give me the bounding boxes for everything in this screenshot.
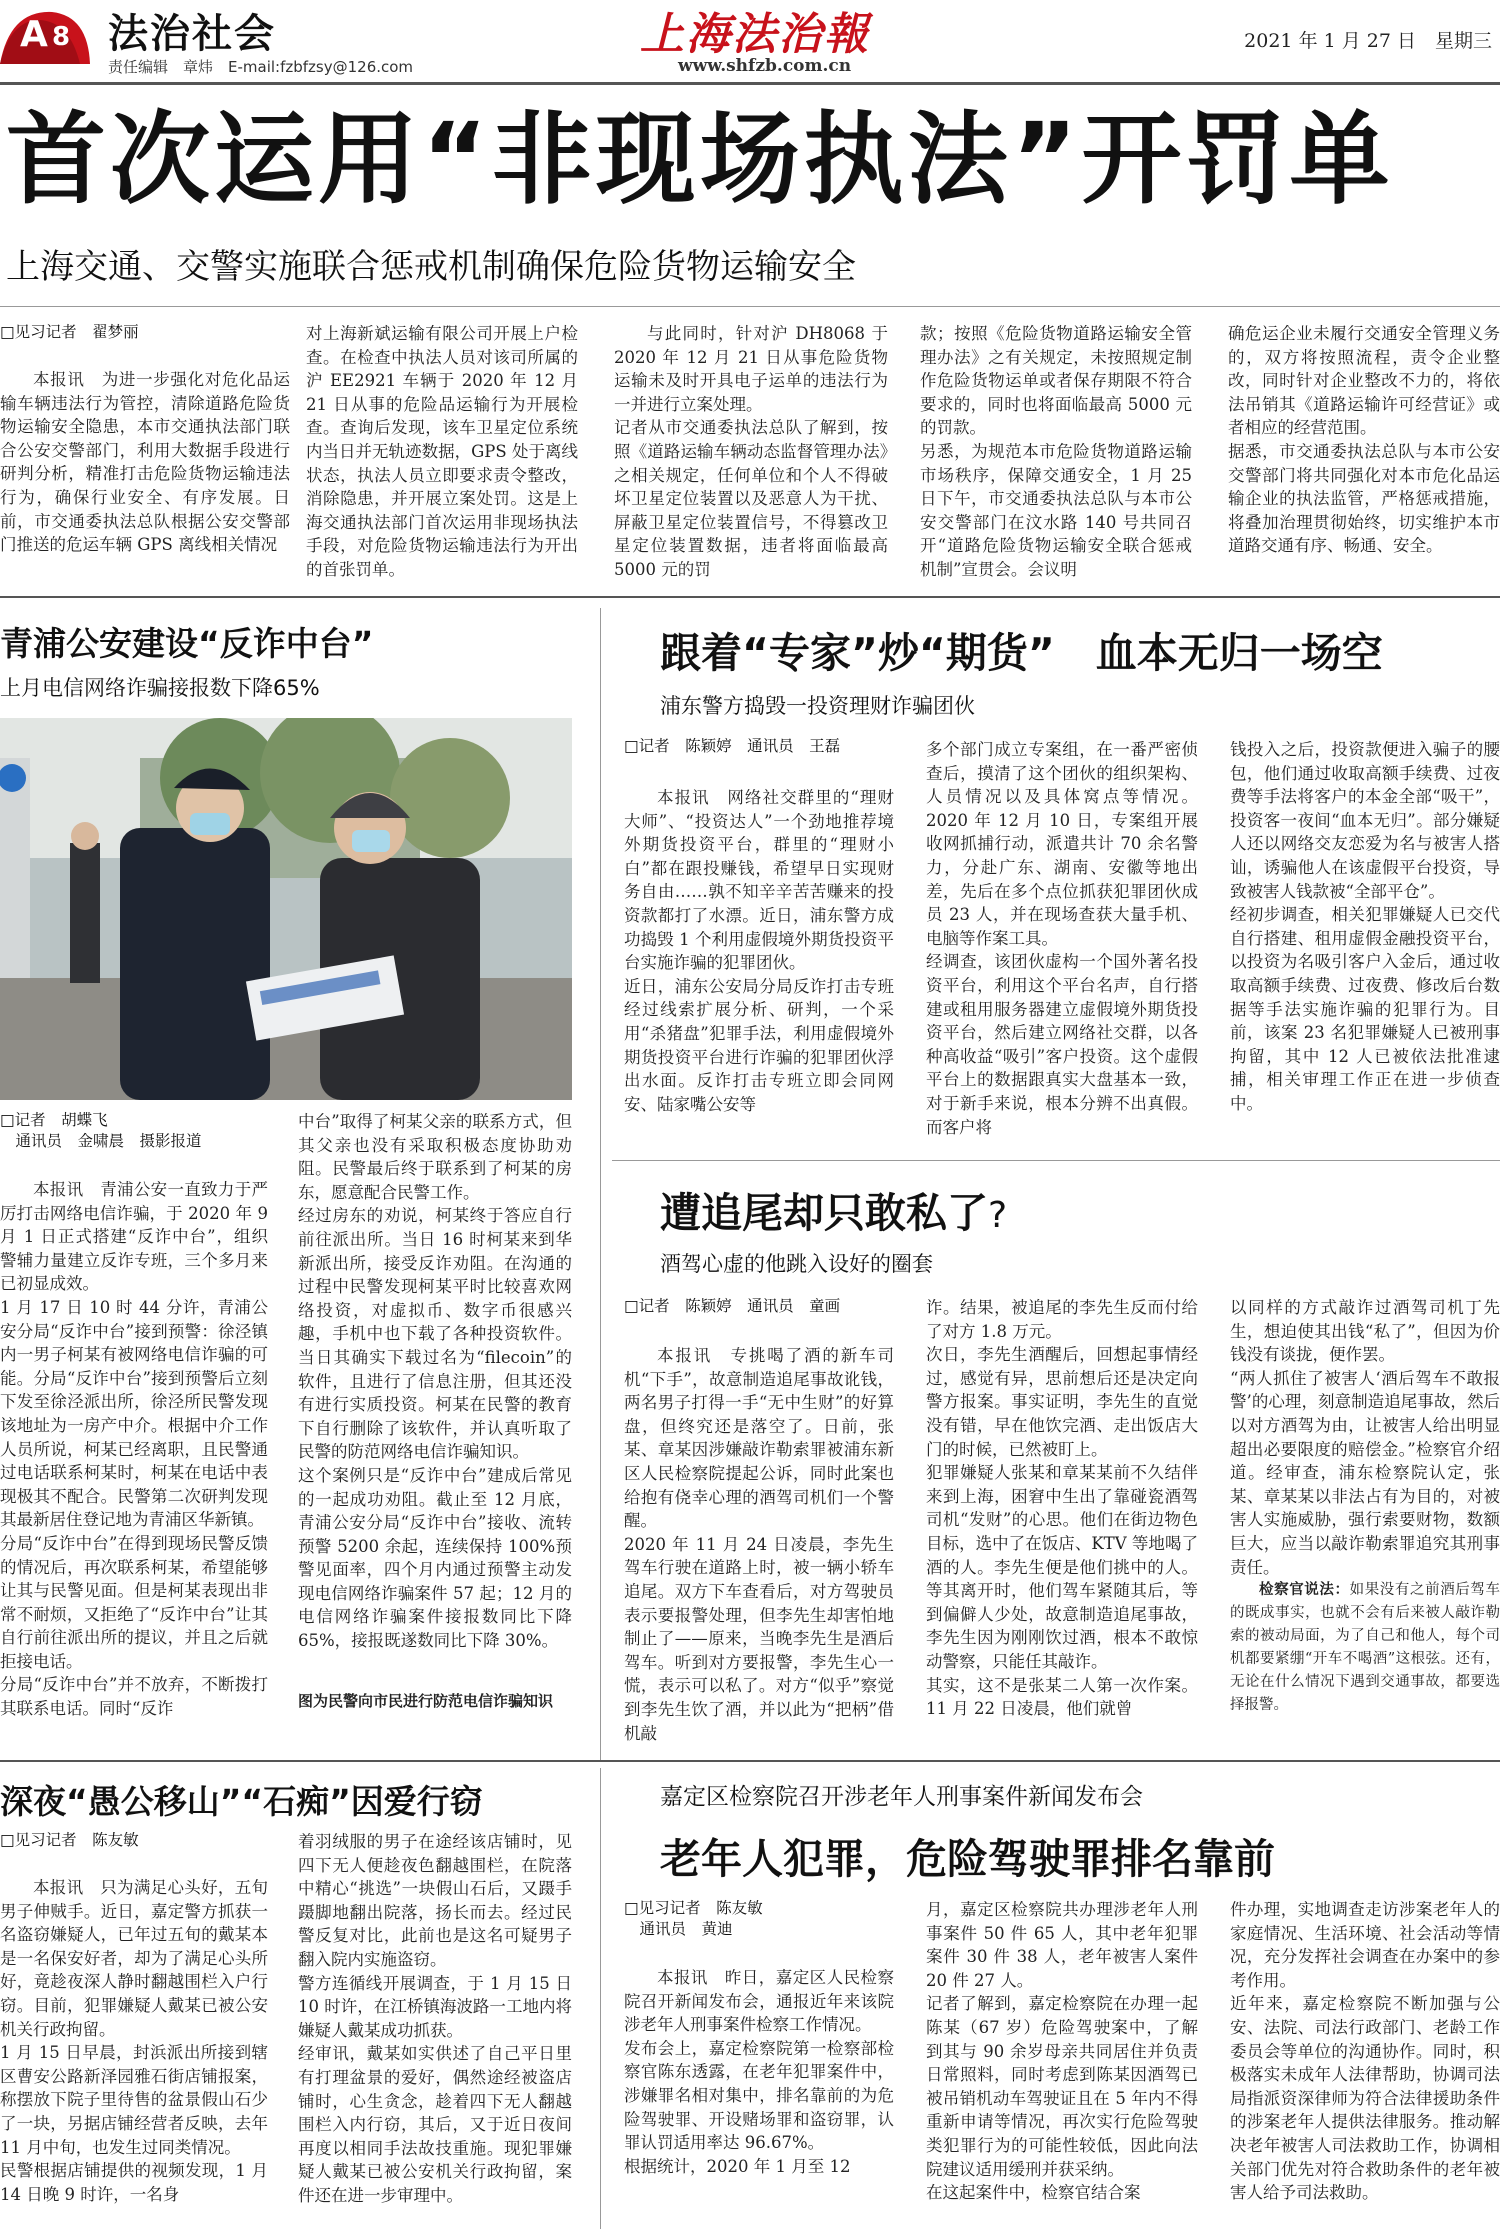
elderly-kicker: 嘉定区检察院召开涉老年人刑事案件新闻发布会 — [660, 1784, 1143, 1810]
vertical-divider-lower — [600, 1768, 601, 2229]
lead-divider — [0, 306, 1500, 307]
issue-date: 2021 年 1 月 27 日 星期三 — [1244, 30, 1492, 52]
lead-headline: 首次运用“非现场执法”开罚单 — [6, 101, 1394, 218]
rearend-headline — [660, 1180, 1007, 1239]
elderly-byline: □见习记者 陈友敏 通讯员 黄迪 — [624, 1899, 763, 1938]
qingpu-col-1: 本报讯 青浦公安一直致力于严厉打击网络电信诈骗，于 2020 年 9 月 1 日正式搭建“反诈中台”，组织警辅力量建立反诈专班，三个多月来已初显成效。 1 月 17 日 10 时 44 分许，青浦公安分局“反诈中台”接到预警：徐泾镇内一男子柯某有被网络电信诈骗的可能。分局“反诈中台”接到预警后立刻下发至徐泾派出所，徐泾所民警发现该地址为一房产中介。根据中介工作人员所说，柯某已经离职，且民警通过电话联系柯某时，柯某在电话中表现极其不配合。民警第二次研判发现其最新居住登记地为青浦区华新镇。 分局“反诈中台”在得到现场民警反馈的情况后，再次联系柯某，希望能够让其与民警见面。但是柯某表现出非常不耐烦，又拒绝了“反诈中台”让其自行前往派出所的提议，并且之后就拒接电话。 分局“反诈中台”并不放弃，不断拨打其联系电话。同时“反诈 — [0, 1180, 268, 1719]
prosecutor-comment-label: 检察官说法： — [1259, 1582, 1350, 1599]
rearend-col-2: 诈。结果，被追尾的李先生反而付给了对方 1.8 万元。 次日，李先生酒醒后，回想起事情经过，感觉有异，思前想后还是决定向警方报案。事实证明，李先生的直觉没有错，早在他饮完酒、走出饭店大门的时候，已然被盯上。 犯罪嫌疑人张某和章某某前不久结伴来到上海，困窘中生出了靠碰瓷酒驾司机“发财”的心思。他们在街边物色目标，选中了在饭店、KTV 等地喝了酒的人。李先生便是他们挑中的人。等其离开时，他们驾车紧随其后，等到偏僻人少处，故意制造追尾事故，李先生因为刚刚饮过酒，根本不敢惊动警察，只能任其敲诈。 其实，这不是张某二人第一次作案。11 月 22 日凌晨，他们就曾 — [926, 1298, 1198, 1719]
lead-col-2: 对上海新斌运输有限公司开展上户检查。在检查中执法人员对该司所属的沪 EE2921 车辆于 2020 年 12 月 21 日从事的危险品运输行为开展检查。查询后发现，该车卫星定位系统内当日并无轨迹数据，GPS 处于离线状态，执法人员立即要求责令整改，消除隐患，并开展立案处罚。这是上海交通执法部门首次运用非现场执法手段，对危险货物运输违法行为开出的首张罚单。 — [306, 324, 578, 579]
police-photo-illustration — [0, 718, 572, 1100]
qingpu-byline: □记者 胡蝶飞 通讯员 金啸晨 摄影报道 — [0, 1111, 202, 1150]
elderly-col-3: 件办理，实地调查走访涉案老年人的家庭情况、生活环境、社会活动等情况，充分发挥社会调查在办案中的参考作用。 近年来，嘉定检察院不断加强与公安、法院、司法行政部门、老龄工作委员会等单位的沟通协作。同时，积极落实未成年人法律帮助，协调司法局指派资深律师为符合法律援助条件的涉案老年人提供法律服务。推动解决老年被害人司法救助工作，协调相关部门优先对符合救助条件的老年被害人给予司法救助。 — [1230, 1900, 1500, 2203]
futures-col-2: 多个部门成立专案组，在一番严密侦查后，摸清了这个团伙的组织架构、人员情况以及具体窝点等情况。2020 年 12 月 10 日，专案组开展收网抓捕行动，派遣共计 70 余名警力，分赴广东、湖南、安徽等地出差，先后在多个点位抓获犯罪团伙成员 23 人，并在现场查获大量手机、电脑等作案工具。 经调查，该团伙虚构一个国外著名投资平台，利用这个平台名声，自行搭建或租用服务器建立虚假境外期货投资平台，然后建立网络社交群，以各种高收益“吸引”客户投资。这个虚假平台上的数据跟真实大盘基本一致，对于新手来说，根本分辨不出真假。而客户将 — [926, 740, 1198, 1137]
masthead-rule — [0, 82, 1500, 85]
rearend-col-1: 本报讯 专挑喝了酒的新车司机“下手”，故意制造追尾事故讹钱，两名男子打得一手“无中生财”的好算盘，但终究还是落空了。日前，张某、章某因涉嫌敲诈勒索罪被浦东新区人民检察院提起公诉，同时此案也给抱有侥幸心理的酒驾司机们一个警醒。 2020 年 11 月 24 日凌晨，李先生驾车行驶在道路上时，被一辆小轿车追尾。双方下车查看后，对方驾驶员表示要报警处理，但李先生却害怕地制止了——原来，当晚李先生是酒后驾车。听到对方要报警，李先生心一慌，表示可以私了。对方“似乎”察觉到李先生饮了酒，并以此为“把柄”借机敲 — [624, 1346, 894, 1742]
prosecutor-comment-text: 如果没有之前酒后驾车的既成事实，也就不会有后来被人敲诈勒索的被动局面，为了自己和他人，每个司机都要紧绷“开车不喝酒”这根弦。还有，无论在什么情况下遇到交通事故，都要选择报警。 — [1230, 1582, 1500, 1714]
futures-subhead: 浦东警方捣毁一投资理财诈骗团伙 — [660, 694, 975, 718]
futures-headline: 跟着“专家”炒“期货” 血本无归一场空 — [660, 629, 1383, 677]
paper-logo: 上海法治報 — [640, 9, 870, 60]
section-name: 法治社会 — [108, 11, 276, 57]
lead-col-5: 确危运企业未履行交通安全管理义务的，双方将按照流程，责令企业整改，同时针对企业整改不力的，将依法吊销其《道路运输许可经营证》或者相应的经营范围。 据悉，市交通委执法总队与本市公安交警部门将共同强化对本市危化品运输企业的执法监管，严格惩戒措施，将叠加治理贯彻始终，切实维护本市道路交通有序、畅通、安全。 — [1228, 324, 1500, 556]
rearend-headline-text: 遭追尾却只敢私了 — [660, 1189, 988, 1237]
website: www.shfzb.com.cn — [678, 56, 852, 76]
page-letter: A — [20, 14, 48, 55]
futures-byline: □记者 陈颖婷 通讯员 王磊 — [624, 737, 841, 755]
stone-headline: 深夜“愚公移山”“石痴”因爱行窃 — [0, 1782, 483, 1821]
lead-col-1: 本报讯 为进一步强化对危化品运输车辆违法行为管控，清除道路危险货物运输安全隐患，本市交通执法部门联合公安交警部门，利用大数据手段进行研判分析，精准打击危险货物运输违法行为，确保行业安全、有序发展。日前，市交通委执法总队根据公安交警部门推送的危运车辆 GPS 离线相关情况 — [0, 370, 290, 555]
stone-col-2: 着羽绒服的男子在途经该店铺时，见四下无人便趁夜色翻越围栏，在院落中精心“挑选”一块假山石后，又蹑手蹑脚地翻出院落，扬长而去。经过民警反复对比，此前也是这名可疑男子翻入院内实施盗窃。 警方连循线开展调查，于 1 月 15 日 10 时许，在江桥镇海波路一工地内将嫌疑人戴某成功抓获。 经审讯，戴某如实供述了自己平日里有打理盆景的爱好，偶然途经被盗店铺时，心生贪念，趁着四下无人翻越围栏入内行窃，其后，又于近日夜间再度以相同手法故技重施。现犯罪嫌疑人戴某已被公安机关行政拘留，案件还在进一步审理中。 — [298, 1832, 572, 2205]
futures-col-3: 钱投入之后，投资款便进入骗子的腰包，他们通过收取高额手续费、过夜费等手法将客户的本金全部“吸干”，投资客一夜间“血本无归”。部分嫌疑人还以网络交友恋爱为名与被害人搭讪，诱骗他人在该虚假平台投资，导致被害人钱款被“全部平仓”。 经初步调查，相关犯罪嫌疑人已交代自行搭建、租用虚假金融投资平台，以投资为名吸引客户入金后，通过收取高额手续费、过夜费、修改后台数据等手法实施诈骗的犯罪行为。目前，该案 23 名犯罪嫌疑人已被刑事拘留，其中 12 人已被依法批准逮捕，相关审理工作正在进一步侦查中。 — [1230, 740, 1500, 1113]
qingpu-photo — [0, 718, 572, 1100]
qingpu-subhead: 上月电信网络诈骗接报数下降65% — [0, 676, 320, 700]
rearend-col-3 — [1230, 1296, 1500, 1742]
futures-bottom-rule — [612, 1160, 1500, 1161]
rearend-col-3-text: 以同样的方式敲诈过酒驾司机丁先生，想迫使其出钱“私了”，但因为价钱没有谈拢，便作罢。 “两人抓住了被害人‘酒后驾车不敢报警’的心理，刻意制造追尾事故，然后以对方酒驾为由，让被害人给出明显超出必要限度的赔偿金。”检察官介绍道。经审查，浦东检察院认定，张某、章某某以非法占有为目的，对被害人实施威胁，强行索要财物，数额巨大，应当以敲诈勒索罪追究其刑事责任。 — [1230, 1298, 1500, 1577]
lead-col-3: 与此同时，针对沪 DH8068 于 2020 年 12 月 21 日从事危险货物运输未及时开具电子运单的违法行为一并进行立案处理。 记者从市交通委执法总队了解到，按照《道路运输车辆动态监督管理办法》之相关规定，任何单位和个人不得破坏卫星定位装置以及恶意人为干扰、屏蔽卫星定位装置信号，不得篡改卫星定位装置数据，违者将面临最高 5000 元的罚 — [614, 324, 888, 579]
vertical-divider — [600, 608, 601, 1760]
rearend-headline-mark: ? — [988, 1195, 1008, 1236]
elderly-headline: 老年人犯罪，危险驾驶罪排名靠前 — [660, 1835, 1275, 1883]
qingpu-caption: 图为民警向市民进行防范电信诈骗知识 — [298, 1692, 554, 1710]
prosecutor-comment — [1230, 1579, 1500, 1717]
lead-subhead: 上海交通、交警实施联合惩戒机制确保危险货物运输安全 — [6, 247, 856, 287]
masthead — [0, 0, 1500, 80]
stone-col-1: 本报讯 只为满足心头好，五旬男子伸贼手。近日，嘉定警方抓获一名盗窃嫌疑人，已年过五旬的戴某本是一名保安好者，却为了满足心头所好，竟趁夜深人静时翻越围栏入户行窃。目前，犯罪嫌疑人戴某已被公安机关行政拘留。 1 月 15 日早晨，封浜派出所接到辖区曹安公路新泽园雅石街店铺报案，称摆放下院子里待售的盆景假山石少了一块，另据店铺经营者反映，去年 11 月中旬，也发生过同类情况。 民警根据店铺提供的视频发现，1 月 14 日晚 9 时许，一名身 — [0, 1878, 268, 2204]
lead-col-4: 款；按照《危险货物道路运输安全管理办法》之有关规定，未按照规定制作危险货物运单或者保存期限不符合要求的，同时也将面临最高 5000 元的罚款。 另悉，为规范本市危险货物道路运输市场秩序，保障交通安全，1 月 25 日下午，市交通委执法总队与本市公安交警部门在汶水路 140 号共同召开“道路危险货物运输安全联合惩戒机制”宣贯会。会议明 — [920, 324, 1192, 579]
section-editor: 责任编辑 章炜 E-mail:fzbfzsy@126.com — [108, 58, 414, 76]
qingpu-col-2: 中台”取得了柯某父亲的联系方式，但其父亲也没有采取积极态度协助劝阻。民警最后终于联系到了柯某的房东，愿意配合民警工作。 经过房东的劝说，柯某终于答应自行前往派出所。当日 16 时柯某来到华新派出所，接受反诈劝阻。在沟通的过程中民警发现柯某平时比较喜欢网络投资，对虚拟币、数字币很感兴趣，手机中也下载了各种投资软件。当日其确实下载过名为“filecoin”的软件，且进行了信息注册，但其还没有进行实质投资。柯某在民警的教育下自行删除了该软件，并认真听取了民警的防范网络电信诈骗知识。 这个案例只是“反诈中台”建成后常见的一起成功劝阻。截止至 12 月底，青浦公安分局“反诈中台”接收、流转预警 5200 余起，连续保持 100%预警见面率，四个月内通过预警主动发现电信网络诈骗案件 57 起；12 月的电信网络诈骗案件接报数同比下降 65%，接报既遂数同比下降 30%。 — [298, 1112, 572, 1651]
rearend-byline: □记者 陈颖婷 通讯员 童画 — [624, 1297, 841, 1315]
elderly-col-2: 月，嘉定区检察院共办理涉老年人刑事案件 50 件 65 人，其中老年犯罪案件 30 件 38 人，老年被害人案件 20 件 27 人。 记者了解到，嘉定检察院在办理一起陈某（67 岁）危险驾驶案中，了解到其与 90 余岁母亲共同居住并负责日常照料，同时考虑到陈某因酒驾已被吊销机动车驾驶证且在 5 年内不得重新申请等情况，再次实行危险驾驶类犯罪行为的可能性较低，因此向法院建议适用缓刑并获采纳。 在这起案件中，检察官结合案 — [926, 1900, 1198, 2203]
lower-section-rule — [0, 1760, 1500, 1762]
lead-byline: □见习记者 翟梦丽 — [0, 323, 139, 341]
qingpu-headline: 青浦公安建设“反诈中台” — [0, 624, 374, 663]
page-tab — [0, 6, 90, 68]
lead-bottom-rule — [0, 596, 1500, 598]
elderly-col-1: 本报讯 昨日，嘉定区人民检察院召开新闻发布会，通报近年来该院涉老年人刑事案件检察工作情况。 发布会上，嘉定检察院第一检察部检察官陈东透露，在老年犯罪案件中，涉嫌罪名相对集中，排名靠前的为危险驾驶罪、开设赌场罪和盗窃罪，认罪认罚适用率达 96.67%。 根据统计，2020 年 1 月至 12 — [624, 1968, 894, 2176]
stone-byline: □见习记者 陈友敏 — [0, 1831, 139, 1849]
rearend-subhead: 酒驾心虚的他跳入设好的圈套 — [660, 1252, 933, 1276]
page-number: 8 — [52, 22, 71, 52]
futures-col-1: 本报讯 网络社交群里的“理财大师”、“投资达人”一个劲地推荐境外期货投资平台，群里的“理财小白”都在跟投赚钱，希望早日实现财务自由……孰不知辛辛苦苦赚来的投资款都打了水漂。近日，浦东警方成功捣毁 1 个利用虚假境外期货投资平台实施诈骗的犯罪团伙。 近日，浦东公安局分局反诈打击专班经过线索扩展分析、研判，一个采用“杀猪盘”犯罪手法，利用虚假境外期货投资平台进行诈骗的犯罪团伙浮出水面。反诈打击专班立即会同网安、陆家嘴公安等 — [624, 788, 894, 1114]
